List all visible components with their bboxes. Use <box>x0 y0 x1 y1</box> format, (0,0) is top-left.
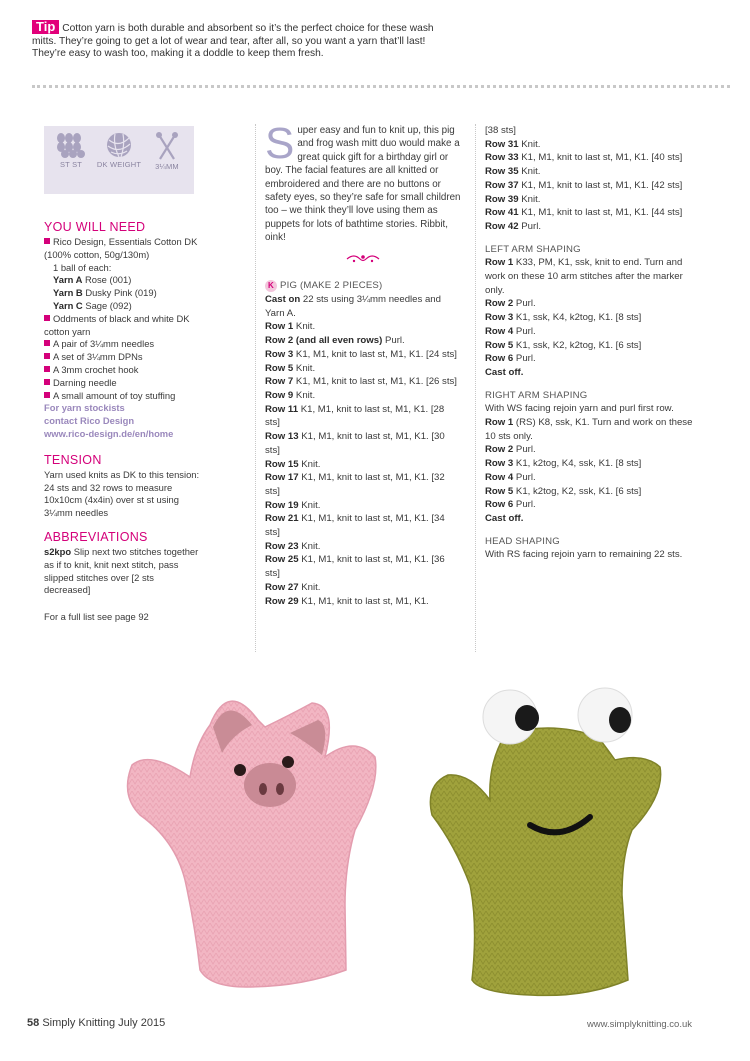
frog-mitt-image <box>430 688 660 995</box>
row-label: Row 1 <box>485 257 514 269</box>
bullet-icon <box>44 315 50 321</box>
right-arm-intro: With WS facing rejoin yarn and purl first row. <box>485 403 674 415</box>
tension-heading: TENSION <box>44 452 102 467</box>
tip-text: Cotton yarn is both durable and absorbent so it’s the perfect choice for these wash mitts. They’re going to get a lot of wear and tear, after all, so you want a yarn that’ll last! They’re easy to wash too, making it a doddle to keep them fresh. <box>32 23 434 60</box>
pattern-row <box>265 389 461 403</box>
page-number: 58 <box>27 1017 40 1029</box>
pattern-row <box>265 471 461 498</box>
row-label: Row 23 <box>265 540 299 552</box>
row-text: K1, M1, knit to last st, M1, K1. [42 sts] <box>518 179 683 191</box>
pattern-row <box>265 430 461 457</box>
pig-heading: K PIG (MAKE 2 PIECES) <box>265 279 461 293</box>
pattern-row <box>265 320 461 334</box>
row-label: Row 6 <box>485 353 514 365</box>
pattern-row <box>485 138 695 152</box>
stockists-line: For yarn stockists <box>44 402 125 414</box>
pattern-row <box>265 581 461 595</box>
row-label: Row 39 <box>485 193 519 205</box>
row-label: Row 19 <box>265 499 299 511</box>
needles-icon <box>154 132 180 160</box>
row-text: K1, M1, knit to last st, M1, K1. [34 sts] <box>265 513 445 539</box>
row-label: Row 4 <box>485 325 514 337</box>
row-text: Knit. <box>293 389 316 401</box>
knit-badge-icon: K <box>265 280 277 292</box>
tension-text: Yarn used knits as DK to this tension: 24 sts and 32 rows to measure 10x10cm (4x4in) over st st using 3¼mm needles <box>44 468 200 519</box>
row-text: K1, M1, knit to last st, M1, K1. [32 sts] <box>265 472 445 497</box>
row-label: Row 1 <box>485 417 514 429</box>
row-text: Purl. <box>513 499 536 511</box>
drop-cap: S <box>265 119 295 168</box>
pattern-row <box>485 443 695 457</box>
pattern-row <box>485 206 695 220</box>
pattern-row <box>265 512 461 539</box>
column-divider <box>255 124 256 652</box>
spec-needles <box>143 132 191 171</box>
pattern-row <box>265 362 461 376</box>
yarn-c: Yarn C Sage (092) <box>53 299 132 311</box>
row-text: K1, M1, knit to last st, M1, K1. [28 sts] <box>265 403 445 429</box>
pattern-row <box>265 499 461 513</box>
row-text: Knit. <box>518 138 541 150</box>
head-text: With RS facing rejoin yarn to remaining 22 sts. <box>485 549 683 561</box>
spec-label: 3¼MM <box>155 162 179 171</box>
pattern-row <box>265 293 461 320</box>
row-text: Purl. <box>518 220 541 232</box>
list-item: A small amount of toy stuffing <box>44 390 202 403</box>
row-text: Purl. <box>513 444 536 456</box>
bullet-icon <box>44 353 50 359</box>
spec-label: ST ST <box>59 160 83 169</box>
row-text: Purl. <box>382 335 405 347</box>
bullet-icon <box>44 379 50 385</box>
row-text: Knit. <box>518 166 541 178</box>
row-label: Row 2 <box>485 444 514 456</box>
row-text: K1, M1, knit to last st, M1, K1. <box>298 595 429 607</box>
row-label: Row 21 <box>265 513 299 525</box>
continued-count: [38 sts] <box>485 125 516 136</box>
spec-stitch <box>47 132 95 169</box>
bullet-icon <box>44 340 50 346</box>
body-rows <box>485 138 695 234</box>
row-text: Knit. <box>298 458 321 470</box>
spec-weight <box>95 132 143 169</box>
row-label: Row 35 <box>485 166 519 178</box>
row-label: Cast on <box>265 294 301 306</box>
right-arm-rows <box>485 416 695 526</box>
list-item: Rico Design, Essentials Cotton DK (100% cotton, 50g/130m) <box>44 236 198 260</box>
row-text: K1, ssk, K2, k2tog, K1. [6 sts] <box>513 339 642 351</box>
row-text: Knit. <box>298 499 321 511</box>
list-item: A pair of 3¼mm needles <box>44 338 202 351</box>
dotted-divider <box>32 85 730 88</box>
pattern-row <box>485 256 695 297</box>
left-arm-heading: LEFT ARM SHAPING <box>485 243 581 255</box>
row-label: Row 3 <box>485 312 514 324</box>
abbreviation-entry: s2kpo Slip next two stitches together as if to knit, knit next stitch, pass slipped stitches over [2 sts decreased] <box>44 545 199 596</box>
pattern-row <box>265 595 461 609</box>
row-label: Row 4 <box>485 471 514 483</box>
row-label: Row 2 <box>485 298 514 310</box>
column-divider <box>475 124 476 652</box>
pattern-column-2 <box>485 124 695 562</box>
list-item: A 3mm crochet hook <box>44 364 202 377</box>
stockists-line: contact Rico Design <box>44 415 135 427</box>
right-arm-heading: RIGHT ARM SHAPING <box>485 389 588 401</box>
row-text: K1, k2tog, K2, ssk, K1. [6 sts] <box>513 485 642 497</box>
row-label: Row 7 <box>265 376 294 388</box>
tip-box <box>32 20 452 61</box>
row-text: K1, k2tog, K4, ssk, K1. [8 sts] <box>513 458 642 470</box>
pattern-row <box>485 165 695 179</box>
row-label: Row 5 <box>265 362 294 374</box>
yarn-ball-icon <box>105 132 133 158</box>
row-text: K1, M1, knit to last st, M1, K1. [36 sts] <box>265 554 445 580</box>
pattern-row <box>485 352 695 366</box>
flourish-icon <box>265 253 461 270</box>
list-item: A set of 3¼mm DPNs <box>44 351 202 364</box>
abbreviations-heading: ABBREVIATIONS <box>44 529 148 544</box>
bullet-icon <box>44 392 50 398</box>
pattern-row <box>265 348 461 362</box>
row-text: K33, PM, K1, ssk, knit to end. Turn and work on these 10 arm stitches after the marker only. <box>485 257 683 296</box>
pattern-row <box>265 553 461 580</box>
row-label: Row 6 <box>485 499 514 511</box>
spec-label: DK WEIGHT <box>96 160 142 169</box>
pattern-row <box>485 366 695 380</box>
row-label: Row 37 <box>485 179 519 191</box>
row-label: Row 13 <box>265 431 299 443</box>
row-text: K1, M1, knit to last st, M1, K1. [40 sts] <box>518 152 683 164</box>
row-label: Cast off. <box>485 512 524 524</box>
row-text: Knit. <box>298 540 321 552</box>
pattern-row <box>265 403 461 430</box>
row-text: Purl. <box>513 298 536 310</box>
pattern-row <box>265 334 461 348</box>
row-text: K1, ssk, K4, k2tog, K1. [8 sts] <box>513 312 642 324</box>
pattern-row <box>485 311 695 325</box>
pattern-row <box>265 458 461 472</box>
yarn-b: Yarn B Dusky Pink (019) <box>53 287 157 299</box>
row-text: Knit. <box>293 321 316 333</box>
bullet-icon <box>44 366 50 372</box>
row-text: (RS) K8, ssk, K1. Turn and work on these 10 sts only. <box>485 417 693 442</box>
row-text: K1, M1, knit to last st, M1, K1. [30 sts] <box>265 431 445 456</box>
pattern-row <box>485 151 695 165</box>
row-text: K1, M1, knit to last st, M1, K1. [24 sts] <box>293 348 457 360</box>
pattern-row <box>485 339 695 353</box>
pattern-row <box>485 498 695 512</box>
stocking-stitch-icon <box>56 132 86 158</box>
row-text: Purl. <box>513 471 536 483</box>
row-text: Knit. <box>298 581 321 593</box>
row-text: K1, M1, knit to last st, M1, K1. [26 sts] <box>293 376 457 388</box>
intro-paragraph: Super easy and fun to knit up, this pig and frog wash mitt duo would make a great quick gift for a birthday girl or boy. The facial features are all knitted or embroidered and there are no buttons or safety eyes, so they’re safe for small children too – we think they’ll love using them as puppets for lots of bathtime stories. Ribbit, oink! <box>265 119 461 244</box>
pattern-row <box>485 512 695 526</box>
yarn-a: Yarn A Rose (001) <box>53 274 132 286</box>
row-text: K1, M1, knit to last st, M1, K1. [44 sts] <box>518 207 683 219</box>
list-item: Oddments of black and white DK cotton yarn <box>44 312 190 337</box>
row-label: Row 2 (and all even rows) <box>265 335 383 347</box>
pattern-row <box>485 457 695 471</box>
left-arm-rows <box>485 256 695 379</box>
footer-left <box>27 1017 165 1029</box>
stockists-link[interactable]: www.rico-design.de/en/home <box>44 427 174 439</box>
row-label: Row 1 <box>265 321 294 333</box>
list-item: Darning needle <box>44 377 202 390</box>
materials-column <box>44 220 202 624</box>
row-label: Row 31 <box>485 138 519 150</box>
head-heading: HEAD SHAPING <box>485 535 560 547</box>
pattern-row <box>485 193 695 207</box>
row-text: 22 sts using 3¼mm needles and Yarn A. <box>265 294 441 319</box>
pattern-row <box>485 220 695 234</box>
pattern-row <box>265 375 461 389</box>
pattern-row <box>485 179 695 193</box>
list-subitem: 1 ball of each: <box>53 261 112 273</box>
row-label: Row 11 <box>265 403 299 415</box>
pig-rows <box>265 293 461 608</box>
row-text: Purl. <box>513 353 536 365</box>
row-label: Row 3 <box>265 348 294 360</box>
row-label: Row 15 <box>265 458 299 470</box>
product-photo <box>0 665 750 1015</box>
pattern-row <box>485 325 695 339</box>
row-label: Row 41 <box>485 207 519 219</box>
pattern-row <box>485 297 695 311</box>
row-label: Cast off. <box>485 366 524 378</box>
footer-url[interactable]: www.simplyknitting.co.uk <box>586 1019 692 1030</box>
row-label: Row 42 <box>485 220 519 232</box>
row-label: Row 33 <box>485 152 519 164</box>
row-text: Knit. <box>518 193 541 205</box>
spec-box <box>44 126 194 194</box>
row-label: Row 3 <box>485 458 514 470</box>
pattern-row <box>485 471 695 485</box>
row-label: Row 5 <box>485 485 514 497</box>
pattern-row <box>485 416 695 443</box>
pattern-row <box>485 485 695 499</box>
row-label: Row 17 <box>265 472 299 484</box>
bullet-icon <box>44 238 50 244</box>
see-more-text: For a full list see page 92 <box>44 611 149 623</box>
pattern-row <box>265 540 461 554</box>
tip-badge: Tip <box>32 20 59 34</box>
row-label: Row 29 <box>265 595 299 607</box>
publication-name: Simply Knitting July 2015 <box>42 1017 166 1029</box>
you-will-need-heading: YOU WILL NEED <box>44 220 146 234</box>
pattern-column-1 <box>265 119 461 608</box>
row-text: Purl. <box>513 325 536 337</box>
row-label: Row 25 <box>265 554 299 566</box>
row-text: Knit. <box>293 362 316 374</box>
row-label: Row 27 <box>265 581 299 593</box>
row-label: Row 5 <box>485 339 514 351</box>
row-label: Row 9 <box>265 389 294 401</box>
pig-mitt-image <box>128 701 376 987</box>
